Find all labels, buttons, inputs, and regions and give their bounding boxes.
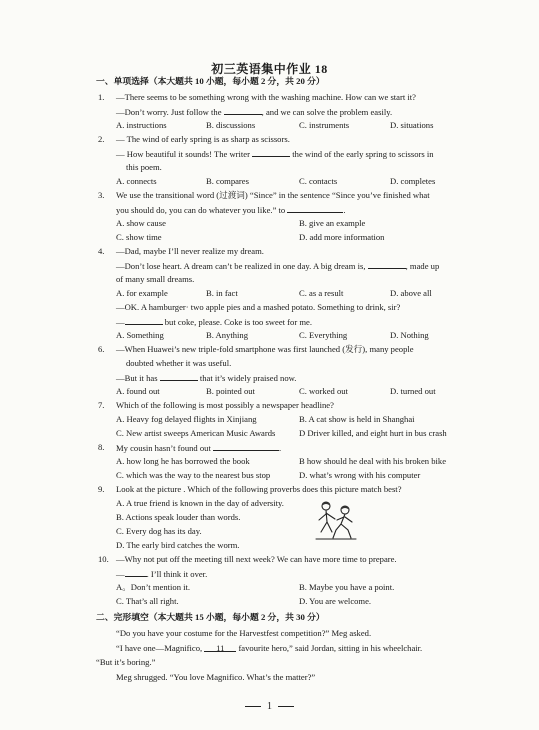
passage-line: “I have one—Magnifico, 11 favourite hero,” said Jordan, sitting in his wheelchair.: [116, 643, 423, 653]
option-c: C. Every dog has its day.: [116, 526, 202, 536]
option-b: B how should he deal with his broken bike: [299, 456, 447, 466]
option-b: B. pointed out: [206, 386, 255, 396]
question-2-line: this poem.: [126, 162, 162, 172]
two-boys-helping-illustration: [314, 496, 358, 542]
section-2-heading: 二、完形填空（本大题共 15 小题，每小题 2 分，共 30 分）: [96, 612, 325, 622]
question-5-line: —OK. A hamburger· two apple pies and a mashed potato. Something to drink, sir?: [116, 302, 401, 312]
option-c: C. contacts: [299, 176, 338, 186]
answer-blank: [125, 316, 163, 325]
question-8-line: My cousin hasn’t found out .: [116, 443, 282, 453]
question-4-line: —Don’t lose heart. A dream can’t be realized in one day. A big dream is, , made up: [116, 261, 440, 271]
option-d: D. completes: [390, 176, 436, 186]
option-b: B. in fact: [206, 288, 238, 298]
option-d: D Driver killed, and eight hurt in bus crash: [299, 428, 447, 438]
question-9-line: Look at the picture . Which of the following proverbs does this picture match best?: [116, 484, 402, 494]
question-7-line: Which of the following is most possibly a newspaper headline?: [116, 400, 334, 410]
question-2-line: — The wind of early spring is as sharp as scissors.: [116, 134, 290, 144]
option-c: C. show time: [116, 232, 162, 242]
passage-line: Meg shrugged. “You love Magnifico. What’s the matter?”: [116, 672, 316, 682]
option-d: D. what’s wrong with his computer: [299, 470, 421, 480]
option-a: A。Don’t mention it.: [116, 582, 191, 592]
option-b: B. give an example: [299, 218, 366, 228]
option-c: C. New artist sweeps American Music Awards: [116, 428, 276, 438]
option-d: D. situations: [390, 120, 434, 130]
option-b: B. Maybe you have a point.: [299, 582, 395, 592]
answer-blank: [125, 568, 147, 577]
answer-blank: [287, 204, 343, 213]
option-d: D. You are welcome.: [299, 596, 372, 606]
answer-blank: [224, 106, 262, 115]
option-b: B. discussions: [206, 120, 256, 130]
option-a: A. show cause: [116, 218, 166, 228]
option-d: D. Nothing: [390, 330, 429, 340]
question-1-line: —There seems to be something wrong with the washing machine. How can we start it?: [116, 92, 416, 102]
option-c: C. worked out: [299, 386, 348, 396]
option-a: A. A true friend is known in the day of adversity.: [116, 498, 284, 508]
question-number: 2.: [98, 134, 105, 144]
option-a: A. instructions: [116, 120, 167, 130]
question-number: 6.: [98, 344, 105, 354]
question-2-line: — How beautiful it sounds! The writer the wind of the early spring to scissors in: [116, 149, 434, 159]
option-c: C. Everything: [299, 330, 348, 340]
question-3-line: We use the transitional word (过渡词) “Since” in the sentence “Since you’ve finished what: [116, 190, 430, 200]
option-c: C. which was the way to the nearest bus stop: [116, 470, 271, 480]
option-c: C. as a result: [299, 288, 344, 298]
question-number: 4.: [98, 246, 105, 256]
question-10-line: —Why not put off the meeting till next week? We can have more time to prepare.: [116, 554, 397, 564]
question-number: 8.: [98, 442, 105, 452]
option-b: B. Actions speak louder than words.: [116, 512, 241, 522]
option-d: D. The early bird catches the worm.: [116, 540, 240, 550]
option-d: D. above all: [390, 288, 432, 298]
answer-blank: [252, 148, 290, 157]
page-number: 1: [267, 701, 272, 712]
answer-blank: [368, 260, 406, 269]
option-c: C. That’s all right.: [116, 596, 179, 606]
answer-blank: [160, 372, 198, 381]
option-b: B. compares: [206, 176, 249, 186]
question-4-line: —Dad, maybe I’ll never realize my dream.: [116, 246, 264, 256]
answer-blank: [213, 442, 279, 451]
option-a: A. Something: [116, 330, 164, 340]
passage-line: “But it’s boring.”: [96, 657, 156, 667]
question-number: 3.: [98, 190, 105, 200]
question-6-line: —But it has that it’s widely praised now.: [116, 373, 297, 383]
page-footer: [0, 701, 539, 712]
option-a: A. connects: [116, 176, 157, 186]
option-d: D. turned out: [390, 386, 436, 396]
question-number: 7.: [98, 400, 105, 410]
option-a: A. Heavy fog delayed flights in Xinjiang: [116, 414, 257, 424]
option-b: B. A cat show is held in Shanghai: [299, 414, 415, 424]
option-a: A. for example: [116, 288, 168, 298]
question-10-line: — . I’ll think it over.: [116, 569, 208, 579]
passage-line: “Do you have your costume for the Harvestfest competition?” Meg asked.: [116, 628, 372, 638]
cloze-blank-11: 11: [204, 643, 236, 652]
option-a: A. how long he has borrowed the book: [116, 456, 250, 466]
question-3-line: you should do, you can do whatever you like.” to .: [116, 205, 346, 215]
page-title: 初三英语集中作业 18: [211, 62, 328, 76]
option-c: C. instruments: [299, 120, 350, 130]
option-a: A. found out: [116, 386, 160, 396]
section-1-heading: 一、单项选择（本大题共 10 小题，每小题 2 分，共 20 分）: [96, 76, 325, 86]
question-number: 9.: [98, 484, 105, 494]
question-1-line: —Don’t worry. Just follow the , and we can solve the problem easily.: [116, 107, 393, 117]
question-6-line: —When Huawei’s new triple-fold smartphone was first launched (发行), many people: [116, 344, 414, 354]
question-number: 10.: [98, 554, 109, 564]
question-6-line: doubted whether it was useful.: [126, 358, 232, 368]
option-d: D. add more information: [299, 232, 385, 242]
question-4-line: of many small dreams.: [116, 274, 195, 284]
question-5-line: — but coke, please. Coke is too sweet for me.: [116, 317, 312, 327]
option-b: B. Anything: [206, 330, 249, 340]
question-number: 1.: [98, 92, 105, 102]
